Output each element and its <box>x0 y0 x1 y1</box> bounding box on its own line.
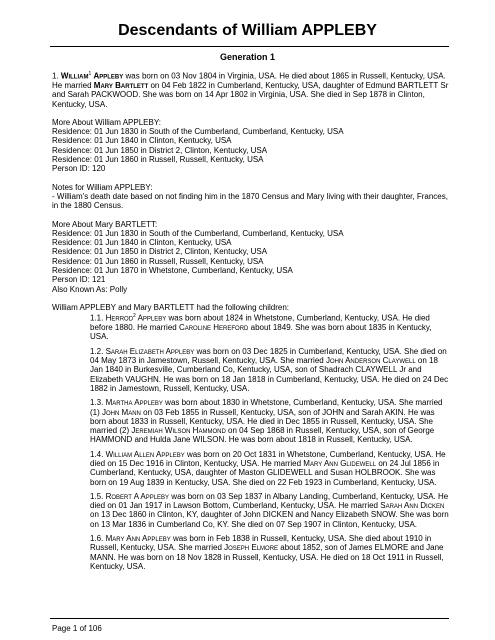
generation-superscript: 1 <box>88 71 92 77</box>
person-name: John Mann <box>102 407 141 417</box>
child-text: about 1849. She was born about 1835 in Kentucky, USA. <box>90 323 432 342</box>
person-name: John Anderson Claywell <box>325 356 416 366</box>
person-name: Mary Ann Appleby <box>105 534 171 544</box>
header-rule <box>50 46 449 47</box>
person-name: Martha Appleby <box>105 398 163 408</box>
generation-heading: Generation 1 <box>219 52 275 62</box>
more-about-mary-heading: More About Mary BARTLETT: <box>52 219 158 229</box>
person-name: Appleby <box>135 313 167 323</box>
child-entry <box>90 534 449 571</box>
residence-line: Person ID: 121 <box>52 275 106 285</box>
more-about-william-list <box>52 127 449 173</box>
child-text: on 18 Jan 1840 in Burkesville, Cumberland Co, Kentucky, USA, son of Shadrach CLAYWELL Jr and Elizabeth VAUGHN. He was born on 18 Jan 1818 in Cumberland, Kentucky, USA. He died on 24 Dec 1882 in Jamestown, Russell, Kentucky, USA. <box>90 356 449 393</box>
page-title: Descendants of William APPLEBY <box>118 22 377 39</box>
person-name: Caroline Hereford <box>178 323 249 333</box>
person-name: Herrod <box>105 313 134 323</box>
residence-line: Person ID: 120 <box>52 164 106 174</box>
child-entry <box>90 450 449 487</box>
child-text: was born in Feb 1838 in Russell, Kentucky, USA. She died about 1910 in Russell, Kentucky, USA. She married <box>90 534 432 553</box>
children-list <box>52 312 449 571</box>
child-text: on 03 Feb 1855 in Russell, Kentucky, USA, son of JOHN and Sarah AKIN. He was born about 1833 in Russell, Kentucky, USA. He died in Dec 1855 in Russell, Kentucky, USA. She married (2) <box>90 407 435 436</box>
person-name: Joseph Elmore <box>224 543 279 553</box>
child-text: 1.3. <box>90 398 106 408</box>
child-text: 2 <box>133 313 136 320</box>
person-name: Sarah Ann Dicken <box>380 501 445 511</box>
footer-rule <box>50 618 449 619</box>
child-entry <box>90 347 449 393</box>
person-name: William Allen Appleby <box>105 449 185 459</box>
child-text: 1.5. <box>90 491 106 501</box>
residence-line: Residence: 01 Jun 1830 in South of the Cumberland, Cumberland, Kentucky, USA <box>52 228 344 238</box>
residence-line: Residence: 01 Jun 1870 in Whetstone, Cumberland, Kentucky, USA <box>52 266 293 275</box>
person-name: Mary Ann Glidewell <box>303 459 377 468</box>
child-text: about 1852, son of James ELMORE and Jane MANN. He was born on 18 Nov 1828 in Russell, Kentucky, USA. He died on 18 Oct 1911 in Russell, Kentucky, USA. <box>90 543 444 571</box>
person-name: Jeremiah Wilson Hammond <box>131 426 226 436</box>
document-body <box>52 70 449 571</box>
child-text: was born on 20 Oct 1831 in Whetstone, Cumberland, Kentucky, USA. He died on 15 Dec 1916 in Clinton, Kentucky, USA. He married <box>90 449 446 468</box>
entry-text-2: on 04 Feb 1822 in Cumberland, Kentucky, USA, daughter of Edmund BARTLETT Sr and Sarah PACKWOOD. She was born on 14 Apr 1802 in Virginia, USA. She died in Sep 1878 in Clinton, Kentucky, USA. <box>52 80 449 109</box>
child-text: on 13 Dec 1860 in Clinton, KY, daughter of John DICKEN and Nancy Elizabeth SNOW. She was born on 13 Mar 1836 in Cumberland Co, KY. She died on 07 Sep 1907 in Clinton, Kentucky, USA. <box>90 510 449 529</box>
more-about-mary-list <box>52 229 449 294</box>
child-text: was born on 03 Sep 1837 in Albany Landing, Cumberland, Kentucky, USA. He died on 01 Jan 1917 in Lawson Bottom, Cumberland, Kentucky, USA. He married <box>90 491 449 511</box>
spouse-name: Mary Bartlett <box>93 80 149 90</box>
residence-line: Residence: 01 Jun 1860 in Russell, Russell, Kentucky, USA <box>52 256 264 266</box>
child-entry <box>90 312 449 342</box>
more-about-william-heading: More About William APPLEBY: <box>52 117 161 127</box>
child-text: on 04 Sep 1868 in Russell, Kentucky, USA, son of George HAMMOND and Hulda Jane WILSON. He was born about 1818 in Russell, Kentucky, USA. <box>90 426 435 445</box>
child-text: 1.4. <box>90 449 106 459</box>
child-text: was born about 1830 in Whetstone, Cumberland, Kentucky, USA. She married (1) <box>90 398 443 417</box>
entry-1 <box>52 70 449 109</box>
child-entry <box>90 398 449 444</box>
notes-heading: Notes for William APPLEBY: <box>52 182 153 192</box>
child-text: was born about 1824 in Whetstone, Cumberland, Kentucky, USA. He died before 1880. He married <box>90 313 430 333</box>
residence-line: Residence: 01 Jun 1840 in Clinton, Kentucky, USA <box>52 238 232 248</box>
residence-line: Residence: 01 Jun 1840 in Clinton, Kentucky, USA <box>52 136 232 146</box>
children-intro: William APPLEBY and Mary BARTLETT had the following children: <box>52 302 289 312</box>
person-name: Sarah Elizabeth Appleby <box>105 346 195 356</box>
residence-line: Residence: 01 Jun 1830 in South of the Cumberland, Cumberland, Kentucky, USA <box>52 127 344 137</box>
entry-number: 1. <box>52 71 59 81</box>
child-text: was born on 03 Dec 1825 in Cumberland, Kentucky, USA. She died on 04 May 1873 in Jamestown, Russell, Kentucky, USA. She married <box>90 346 447 366</box>
child-entry <box>90 492 449 529</box>
child-text: 1.2. <box>90 346 106 356</box>
residence-line: Also Known As: Polly <box>52 284 128 294</box>
page-number: Page 1 of 106 <box>52 624 102 633</box>
child-text: 1.1. <box>90 313 106 323</box>
child-text: 1.6. <box>90 534 106 544</box>
notes-text: - William's death date based on not finding him in the 1870 Census and Mary living with their daughter, Frances, in the 1880 Census. <box>52 191 448 211</box>
child-text: on 24 Jul 1856 in Cumberland, Kentucky, USA, daughter of Maston GLIDEWELL and Susan HOLBROOK. She was born on 19 Aug 1839 in Kentucky, USA. She died on 22 Feb 1923 in Cumberland, Kentucky, USA. <box>90 459 440 487</box>
person-first-name: William <box>60 71 89 81</box>
residence-line: Residence: 01 Jun 1850 in District 2, Clinton, Kentucky, USA <box>52 145 268 155</box>
residence-line: Residence: 01 Jun 1860 in Russell, Russell, Kentucky, USA <box>52 155 264 165</box>
residence-line: Residence: 01 Jun 1850 in District 2, Clinton, Kentucky, USA <box>52 247 268 257</box>
person-name: Robert A Appleby <box>105 491 170 501</box>
entry-text: was born on 03 Nov 1804 in Virginia, USA. He died about 1865 in Russell, Kentucky, USA. He married <box>52 71 446 90</box>
person-last-name: Appleby <box>93 71 124 81</box>
